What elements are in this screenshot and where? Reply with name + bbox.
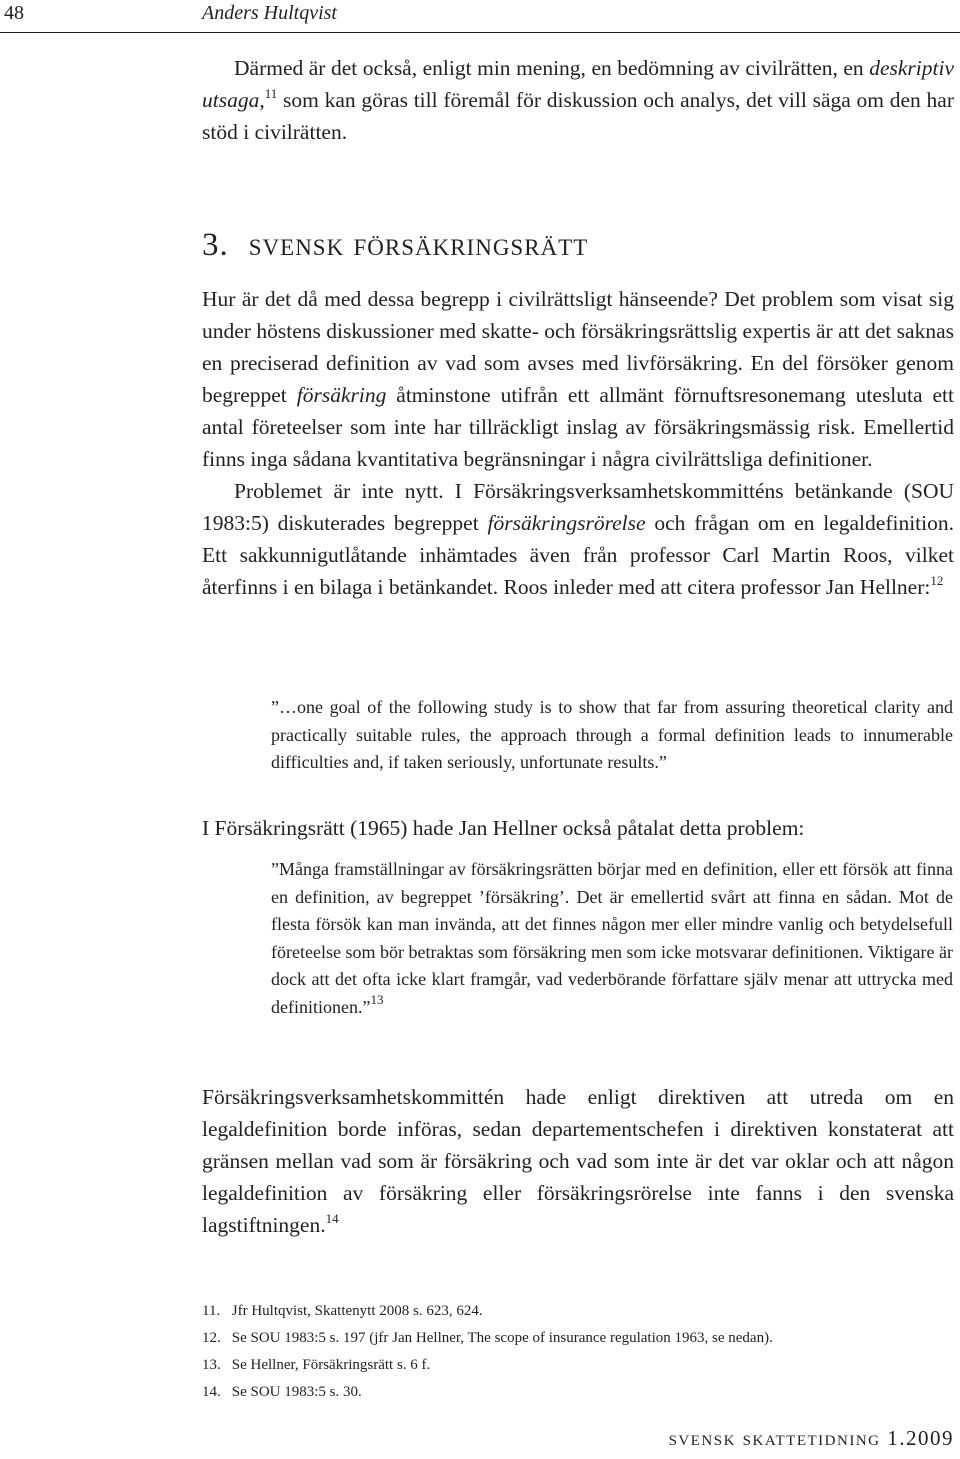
section-number: 3. bbox=[202, 227, 229, 263]
footnote-number: 14. bbox=[202, 1384, 221, 1400]
footnote-text: Se SOU 1983:5 s. 30. bbox=[231, 1384, 362, 1400]
footnote-item bbox=[202, 1379, 954, 1406]
paragraph-1 bbox=[202, 283, 954, 475]
footnote-number: 11. bbox=[202, 1303, 221, 1319]
page-number: 48 bbox=[4, 2, 24, 24]
block-quote-1 bbox=[271, 694, 953, 777]
section-heading bbox=[202, 225, 954, 265]
paragraph-3 bbox=[202, 812, 954, 844]
paragraph-1-text-before: Hur är det då med dessa begrepp i civilrättsligt hänseende? Det problem som visat sig under höstens diskussioner med skatte- och försäkringsrättslig expertis är att det saknas en preciserad definition av vad som avses med livförsäkring. En del försöker genom begreppet bbox=[202, 287, 954, 407]
section-title: svensk försäkringsrätt bbox=[248, 227, 589, 263]
paragraph-2-italic: försäkringsrörelse bbox=[487, 511, 646, 535]
footnote-number: 12. bbox=[202, 1330, 221, 1346]
paragraph-1-text-after: åtminstone utifrån ett allmänt förnuftsresonemang utesluta ett antal företeelser som inte har tillräckligt inslag av försäkringsmässig risk. Emellertid finns inga sådana kvantitativa begränsningar i några civilrättsliga definitioner. bbox=[202, 383, 955, 471]
paragraph-3-text: I Försäkringsrätt (1965) hade Jan Hellner också påtalat detta problem: bbox=[202, 816, 805, 840]
intro-text-after: som kan göras till föremål för diskussion och analys, det vill säga om den har stöd i civilrätten. bbox=[202, 88, 954, 144]
footnotes bbox=[202, 1298, 954, 1406]
paragraph-2-text-mid: och frågan om en legaldefinition. Ett sakkunnigutlåtande inhämtades även från professor Carl Martin Roos, vilket återfinns i en bilaga i betänkandet. Roos inleder med att citera professor Jan Hellner: bbox=[202, 511, 954, 599]
paragraph-4-text: Försäkringsverksamhetskommittén hade enligt direktiven att utreda om en legaldefinition borde införas, sedan departementschefen i direktiven konstaterat att gränsen mellan vad som är försäkring och vad som inte är det var oklar och att någon legaldefinition av försäkring eller försäkringsrörelse inte fanns i den svenska lagstiftningen. bbox=[202, 1085, 954, 1237]
quote-2-text: ”Många framställningar av försäkringsrätten börjar med en definition, eller ett försök att finna en definition, av begreppet ’försäkring’. Det är emellertid svårt att finna en sådan. Mot de flesta försök kan man invända, att det finnes någon mer eller mindre vanlig och betydelsefull företeelse som bör betraktas som försäkring men som icke motsvarar definitionen. Viktigare är dock att det ofta icke klart framgår, vad vederbörande författare själv menar att uttrycka med definitionen.” bbox=[271, 859, 953, 1017]
block-quote-2 bbox=[271, 856, 953, 1021]
intro-text-before: Därmed är det också, enligt min mening, en bedömning av civilrätten, en bbox=[234, 56, 870, 80]
footnote-item bbox=[202, 1325, 954, 1352]
footnote-ref-13[interactable]: 13 bbox=[370, 991, 384, 1007]
intro-paragraph bbox=[202, 52, 954, 148]
body-text-main bbox=[202, 283, 954, 603]
page-header bbox=[0, 0, 960, 32]
footnote-text: Se Hellner, Försäkringsrätt s. 6 f. bbox=[231, 1357, 431, 1373]
footnote-text: Jfr Hultqvist, Skattenytt 2008 s. 623, 624. bbox=[231, 1303, 483, 1319]
paragraph-2 bbox=[202, 475, 954, 603]
footnote-ref-11[interactable]: 11 bbox=[264, 86, 278, 101]
running-head: Anders Hultqvist bbox=[202, 2, 337, 24]
paragraph-1-italic: försäkring bbox=[296, 383, 387, 407]
quote-1-text: ”…one goal of the following study is to show that far from assuring theoretical clarity and practically suitable rules, the approach through a formal definition leads to innumerable difficulties and, if taken seriously, unfortunate results.” bbox=[271, 697, 953, 772]
journal-footer: svensk skattetidning 1.2009 bbox=[668, 1426, 954, 1450]
footnote-item bbox=[202, 1352, 954, 1379]
paragraph-2-text-before: Problemet är inte nytt. I Försäkringsverksamhetskommitténs betänkande (SOU 1983:5) diskuterades begreppet bbox=[202, 479, 954, 535]
footnote-item bbox=[202, 1298, 954, 1325]
footnote-text: Se SOU 1983:5 s. 197 (jfr Jan Hellner, The scope of insurance regulation 1963, se nedan). bbox=[231, 1330, 773, 1346]
footnote-number: 13. bbox=[202, 1357, 221, 1373]
header-rule bbox=[0, 32, 960, 33]
footnote-ref-12[interactable]: 12 bbox=[930, 573, 944, 588]
footnote-ref-14[interactable]: 14 bbox=[325, 1211, 339, 1226]
paragraph-4 bbox=[202, 1081, 954, 1241]
intro-italic: deskriptiv utsaga, bbox=[202, 56, 954, 112]
